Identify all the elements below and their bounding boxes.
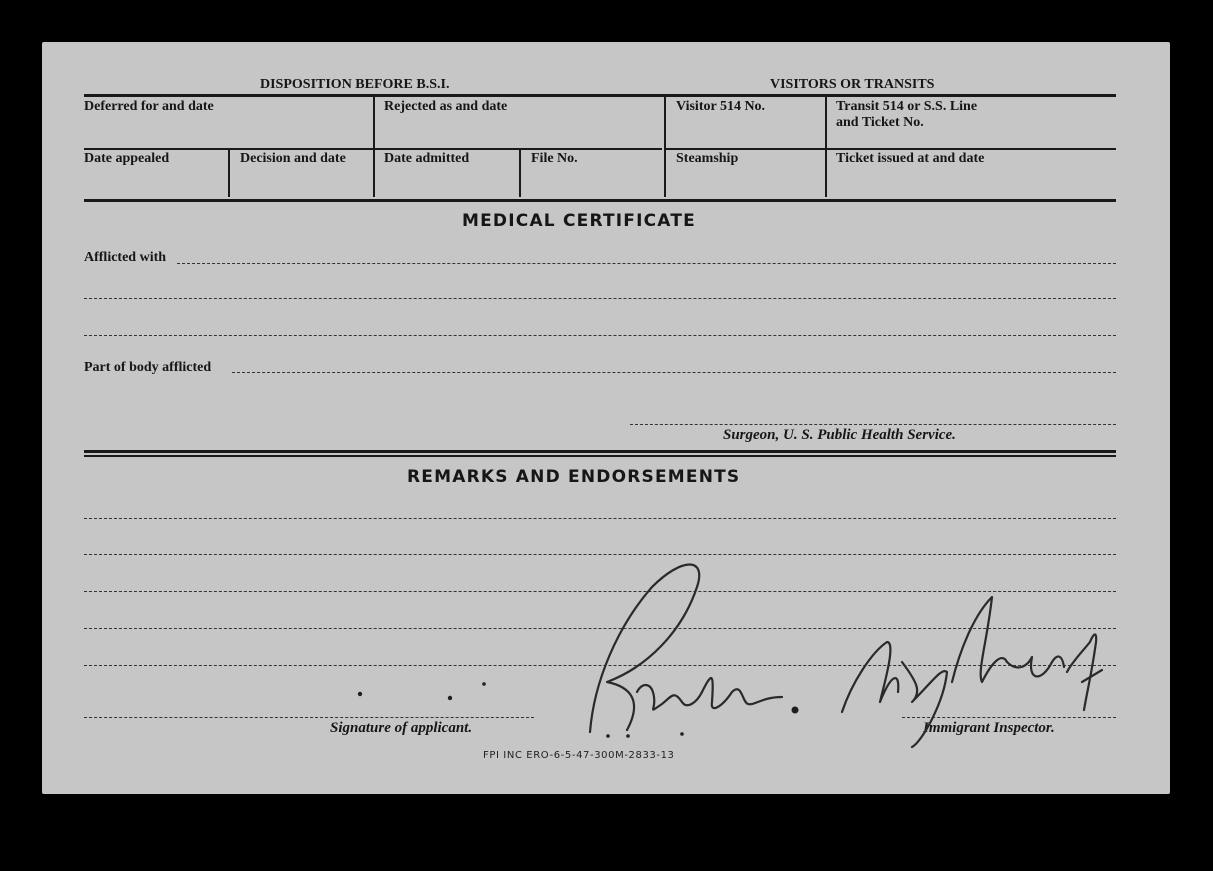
file-no-label: File No. [531,151,578,166]
deferred-label: Deferred for and date [84,99,214,114]
handwritten-signature [42,42,1170,794]
remarks-title: REMARKS AND ENDORSEMENTS [407,467,741,487]
transit-514-label-line2: and Ticket No. [836,115,924,130]
afflicted-with-label: Afflicted with [84,250,167,265]
part-of-body-label: Part of body afflicted [84,360,212,375]
medical-certificate-title: MEDICAL CERTIFICATE [462,211,696,231]
transit-514-label-line1: Transit 514 or S.S. Line [836,99,978,114]
record-card [42,42,1170,794]
immigrant-inspector-label: Immigrant Inspector. [923,720,1055,736]
surgeon-label: Surgeon, U. S. Public Health Service. [723,427,956,443]
steamship-label: Steamship [676,151,739,166]
visitor-514-label: Visitor 514 No. [676,99,766,114]
ticket-issued-label: Ticket issued at and date [836,151,985,166]
date-appealed-label: Date appealed [84,151,170,166]
rejected-label: Rejected as and date [384,99,508,114]
disposition-title: DISPOSITION BEFORE B.S.I. [260,77,450,92]
date-admitted-label: Date admitted [384,151,470,166]
print-code: FPI INC ERO-6-5-47-300M-2833-13 [483,750,675,761]
decision-label: Decision and date [240,151,346,166]
visitors-title: VISITORS OR TRANSITS [770,77,935,92]
signature-of-applicant-label: Signature of applicant. [330,720,473,736]
